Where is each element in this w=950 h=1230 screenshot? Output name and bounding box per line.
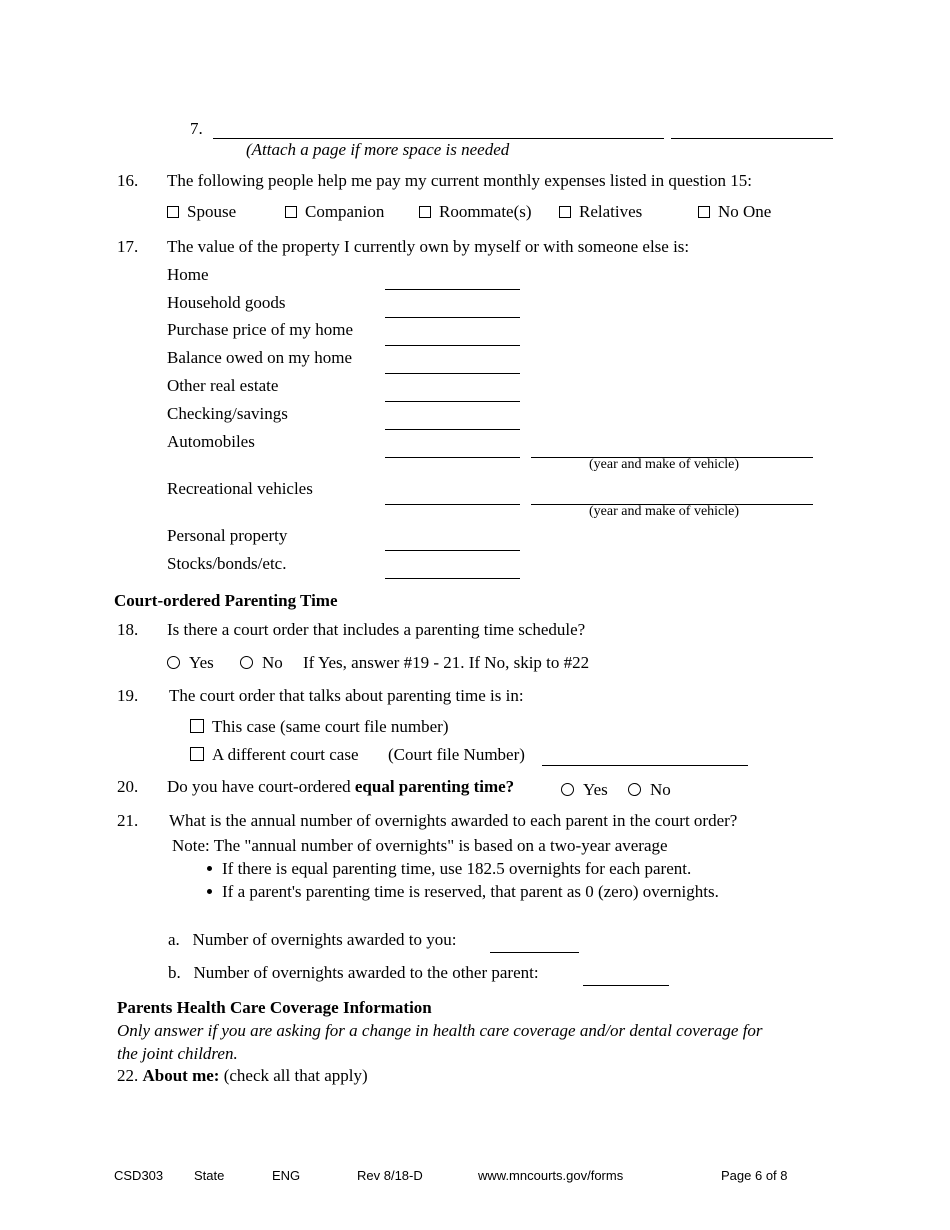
footer-language: ENG (272, 1168, 301, 1183)
q17-item-recreational-vehicles: Recreational vehicles (167, 479, 313, 498)
q18-instruction: If Yes, answer #19 - 21. If No, skip to #22 (303, 653, 590, 672)
q17-item-personal-property: Personal property (167, 526, 288, 545)
q19-option-this-case[interactable]: This case (same court file number) (190, 717, 449, 737)
checkbox-icon[interactable] (190, 719, 204, 733)
q20-yes-radio[interactable]: Yes (561, 780, 608, 800)
q21-bullet-2: If a parent's parenting time is reserved, that parent as 0 (zero) overnights. (207, 882, 719, 902)
q17-item-purchase-price: Purchase price of my home (167, 320, 353, 339)
q16-option-relatives[interactable]: Relatives (559, 202, 642, 222)
radio-icon[interactable] (167, 656, 180, 669)
q20-bold-text: equal parenting time? (354, 777, 515, 796)
q17-item-household-goods: Household goods (167, 293, 286, 312)
automobiles-vehicle-caption: (year and make of vehicle) (589, 457, 740, 472)
overnights-you-line[interactable] (490, 952, 579, 953)
q7-note: (Attach a page if more space is needed (246, 140, 510, 159)
section-heading-health: Parents Health Care Coverage Information (117, 998, 432, 1017)
q16-number: 16. (117, 171, 139, 190)
q21-note: Note: The "annual number of overnights" is based on a two-year average (172, 836, 668, 855)
other-real-estate-line[interactable] (385, 401, 520, 402)
q21-number: 21. (117, 811, 139, 830)
checkbox-icon[interactable] (559, 206, 571, 218)
q21-bullet-1: If there is equal parenting time, use 182.5 overnights for each parent. (207, 859, 691, 879)
footer-url-link[interactable]: www.mncourts.gov/forms (478, 1168, 624, 1183)
checkbox-icon[interactable] (190, 747, 204, 761)
section-heading-parenting: Court-ordered Parenting Time (114, 591, 338, 610)
footer-form-code: CSD303 (114, 1168, 164, 1183)
q17-item-checking-savings: Checking/savings (167, 404, 288, 423)
radio-icon[interactable] (628, 783, 641, 796)
q19-number: 19. (117, 686, 139, 705)
q22-bold-text: About me: (142, 1066, 220, 1085)
q7-amount-line[interactable] (671, 138, 833, 139)
q18-yes-radio[interactable]: Yes (167, 653, 214, 673)
radio-icon[interactable] (561, 783, 574, 796)
q22-text: (check all that apply) (223, 1066, 368, 1085)
q16-option-roommates[interactable]: Roommate(s) (419, 202, 532, 222)
q18-no-radio[interactable]: No (240, 653, 283, 673)
q19-file-label: (Court file Number) (388, 745, 525, 764)
q17-item-automobiles: Automobiles (167, 432, 255, 451)
recreational-value-line[interactable] (385, 504, 520, 505)
overnights-other-line[interactable] (583, 985, 669, 986)
q20-text-wrap (167, 777, 514, 797)
personal-property-line[interactable] (385, 550, 520, 551)
q20-text: Do you have court-ordered (167, 777, 351, 796)
health-note-line-2: the joint children. (117, 1044, 238, 1063)
q16-option-companion[interactable]: Companion (285, 202, 384, 222)
automobiles-value-line[interactable] (385, 457, 520, 458)
home-value-line[interactable] (385, 289, 520, 290)
q17-item-other-real-estate: Other real estate (167, 376, 279, 395)
footer-state: State (194, 1168, 225, 1183)
household-goods-line[interactable] (385, 317, 520, 318)
q21-text: What is the annual number of overnights awarded to each parent in the court order? (169, 811, 738, 830)
radio-icon[interactable] (240, 656, 253, 669)
q16-text: The following people help me pay my current monthly expenses listed in question 15: (167, 171, 752, 190)
q16-option-spouse[interactable]: Spouse (167, 202, 236, 222)
footer-revision: Rev 8/18-D (357, 1168, 423, 1183)
court-file-number-line[interactable] (542, 765, 748, 766)
q20-number: 20. (117, 777, 139, 796)
balance-owed-line[interactable] (385, 373, 520, 374)
q17-number: 17. (117, 237, 139, 256)
health-note: Only answer if you are asking for a change in health care coverage and/or dental coverage for (117, 1021, 763, 1040)
q21-part-b: b. Number of overnights awarded to the other parent: (168, 963, 539, 982)
stocks-bonds-line[interactable] (385, 578, 520, 579)
q7-input-line[interactable] (213, 138, 664, 139)
checkbox-icon[interactable] (419, 206, 431, 218)
q18-number: 18. (117, 620, 139, 639)
q22-number: 22. (117, 1066, 139, 1085)
checkbox-icon[interactable] (698, 206, 710, 218)
checking-savings-line[interactable] (385, 429, 520, 430)
bullet-icon (207, 866, 212, 871)
recreational-vehicle-caption: (year and make of vehicle) (589, 504, 740, 519)
checkbox-icon[interactable] (167, 206, 179, 218)
q17-item-stocks-bonds: Stocks/bonds/etc. (167, 554, 287, 573)
q20-no-radio[interactable]: No (628, 780, 671, 800)
q19-text: The court order that talks about parenting time is in: (169, 686, 524, 705)
q22-line (117, 1066, 368, 1086)
bullet-icon (207, 889, 212, 894)
q17-text: The value of the property I currently own by myself or with someone else is: (167, 237, 690, 256)
purchase-price-line[interactable] (385, 345, 520, 346)
q17-item-balance-owed: Balance owed on my home (167, 348, 353, 367)
q21-part-a: a. Number of overnights awarded to you: (168, 930, 457, 949)
q7-number: 7. (190, 119, 203, 138)
q17-item-home: Home (167, 265, 209, 284)
q19-option-different-case[interactable]: A different court case (190, 745, 358, 765)
footer-page-number: Page 6 of 8 (721, 1168, 788, 1183)
q18-text: Is there a court order that includes a parenting time schedule? (167, 620, 586, 639)
checkbox-icon[interactable] (285, 206, 297, 218)
q16-option-no-one[interactable]: No One (698, 202, 771, 222)
